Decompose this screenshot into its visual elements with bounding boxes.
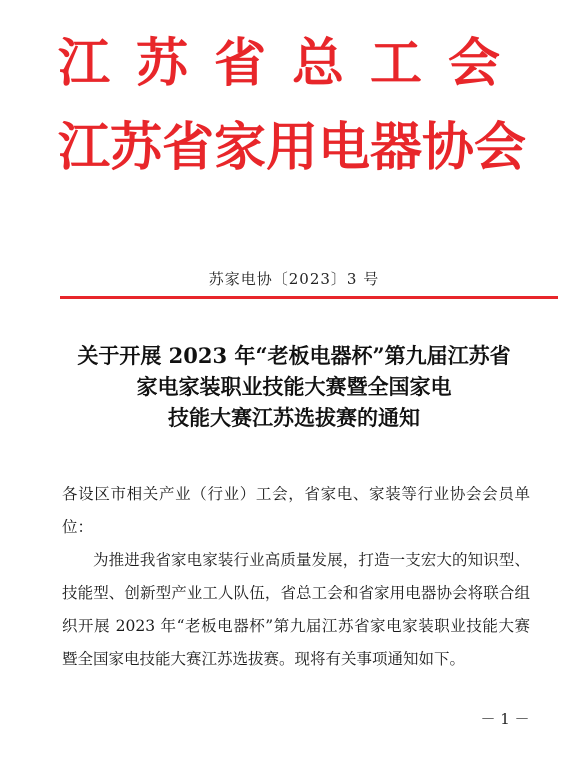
title-line-2: 家电家装职业技能大赛暨全国家电	[136, 374, 452, 399]
issuer-name-appliance-association: 江苏省家用电器协会	[58, 118, 527, 178]
title-line-3: 技能大赛江苏选拔赛的通知	[168, 405, 420, 430]
body-paragraph: 为推进我省家电家装行业高质量发展，打造一支宏大的知识型、技能型、创新型产业工人队伍，省总工会和省家用电器协会将联合组织开展 2023 年“老板电器杯”第九届江苏省家电家装职业技能大赛暨全国家电技能大赛江苏选拔赛。现将有关事项通知如下。	[62, 551, 530, 668]
issuer-name-trade-union: 江苏省总工会	[58, 34, 527, 94]
document-body	[62, 478, 530, 676]
red-divider-line	[60, 296, 558, 299]
document-number: 苏家电协〔2023〕3 号	[208, 270, 380, 288]
salutation: 各设区市相关产业（行业）工会，省家电、家装等行业协会会员单位：	[62, 485, 530, 536]
page-number: － 1 －	[480, 710, 530, 728]
title-line-1: 关于开展 2023 年“老板电器杯”第九届江苏省	[77, 343, 511, 368]
document-title	[40, 340, 548, 433]
